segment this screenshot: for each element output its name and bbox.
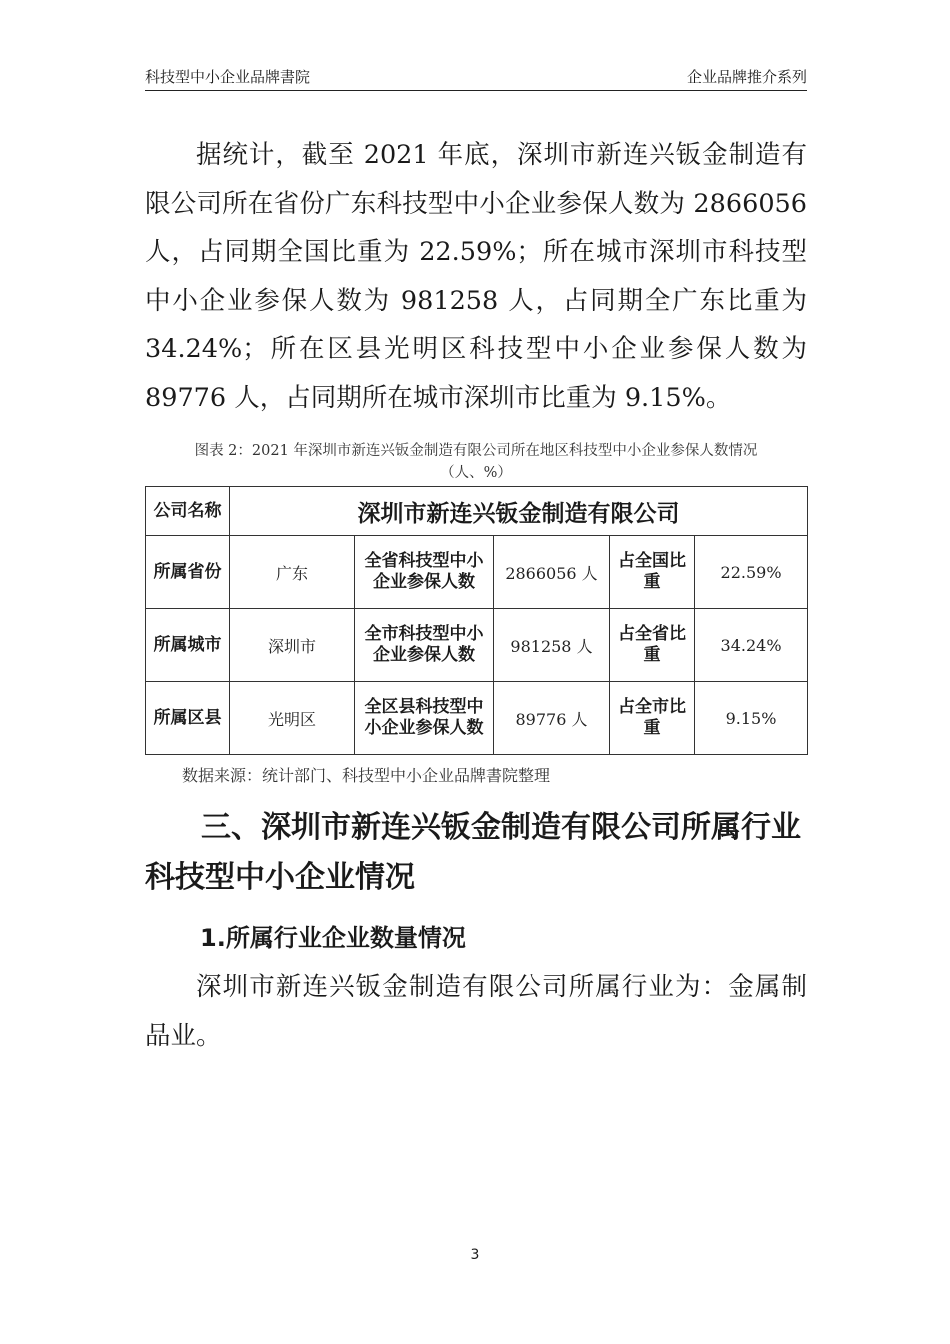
metric-label: 全市科技型中小企业参保人数 xyxy=(355,609,494,682)
caption-line-1: 图表 2：2021 年深圳市新连兴钣金制造有限公司所在地区科技型中小企业参保人数情况 xyxy=(194,443,758,459)
ratio-label: 占全省比重 xyxy=(610,609,695,682)
region-cell: 广东 xyxy=(230,536,355,609)
table-row xyxy=(146,487,808,536)
header-left-title: 科技型中小企业品牌書院 xyxy=(145,68,311,86)
table-row xyxy=(146,682,808,755)
data-source-note: 数据来源：统计部门、科技型中小企业品牌書院整理 xyxy=(182,766,551,785)
ratio-cell: 22.59% xyxy=(695,536,808,609)
region-cell: 光明区 xyxy=(230,682,355,755)
page-number: 3 xyxy=(470,1247,480,1263)
row-label: 所属省份 xyxy=(146,536,230,609)
table-caption xyxy=(145,440,807,484)
section-heading: 三、深圳市新连兴钣金制造有限公司所属行业科技型中小企业情况 xyxy=(145,810,801,895)
count-cell: 981258 人 xyxy=(494,609,610,682)
ratio-cell: 9.15% xyxy=(695,682,808,755)
row-label: 所属城市 xyxy=(146,609,230,682)
industry-paragraph: 深圳市新连兴钣金制造有限公司所属行业为：金属制品业。 xyxy=(145,972,807,1051)
metric-label: 全区县科技型中小企业参保人数 xyxy=(355,682,494,755)
row-label: 所属区县 xyxy=(146,682,230,755)
count-cell: 2866056 人 xyxy=(494,536,610,609)
count-cell: 89776 人 xyxy=(494,682,610,755)
ratio-label: 占全国比重 xyxy=(610,536,695,609)
table-row xyxy=(146,536,808,609)
ratio-cell: 34.24% xyxy=(695,609,808,682)
ratio-label: 占全市比重 xyxy=(610,682,695,755)
statistics-paragraph: 据统计，截至 2021 年底，深圳市新连兴钣金制造有限公司所在省份广东科技型中小企业参保人数为 2866056 人，占同期全国比重为 22.59%；所在城市深圳市科技型中小企业参保人数为 981258 人，占同期全广东比重为 34.24%；所在区县光明区科技型中小企业参保人数为 89776 人，占同期所在城市深圳市比重为 9.15%。 xyxy=(145,140,807,413)
region-cell: 深圳市 xyxy=(230,609,355,682)
subsection-heading: 1.所属行业企业数量情况 xyxy=(200,924,466,952)
company-name-cell: 深圳市新连兴钣金制造有限公司 xyxy=(230,487,808,536)
table-row xyxy=(146,609,808,682)
company-label-cell: 公司名称 xyxy=(146,487,230,536)
page-header xyxy=(145,66,807,91)
caption-line-2: （人、%） xyxy=(440,465,512,481)
metric-label: 全省科技型中小企业参保人数 xyxy=(355,536,494,609)
header-right-title: 企业品牌推介系列 xyxy=(686,68,807,86)
regional-insurance-table xyxy=(145,486,808,755)
